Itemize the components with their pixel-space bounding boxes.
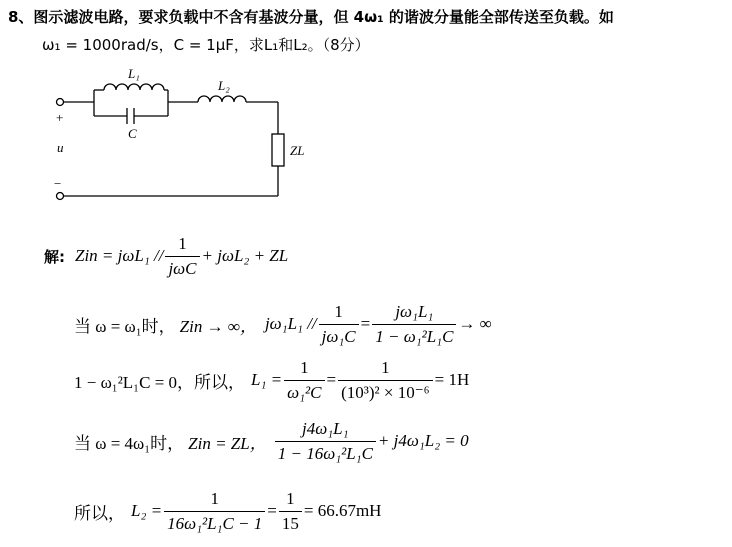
solution-l1-line: 1 − ω₁²L₁C = 0，所以， L₁ = $\frac{1}{\text{ω₁²C}}$ = $\frac{1}{\text{(10³)² × 10⁻⁶}}$ = 1H	[74, 357, 470, 402]
solution-label: 解:	[44, 247, 65, 266]
l2-fraction-2-denominator: 15	[281, 513, 299, 533]
zin-lhs: Zin = jωL₁ //	[75, 246, 164, 265]
l2-fraction-2-numerator: 1	[279, 489, 302, 512]
when2-fraction	[275, 419, 376, 464]
solution-4w-line	[74, 418, 469, 464]
when2-condition: Zin = ZL，	[188, 433, 267, 453]
solution-l2-line: 所以， L₂ = $\frac{1}{\text{16ω₁²L₁C − 1}}$ = $\frac{1}{15}$ = 66.67mH	[74, 488, 382, 533]
when1-condition: Zin → ∞，	[179, 316, 257, 336]
when1-fraction-1-denominator: jω₁C	[321, 326, 356, 346]
label-plus: +	[56, 110, 64, 125]
when1-equals: =	[360, 314, 371, 333]
label-zl: ZL	[290, 143, 305, 158]
when1-fraction-2-denominator: 1 − ω₁²L₁C	[375, 326, 454, 346]
problem-line-1: 8、图示滤波电路，要求负载中不含有基波分量，但 4ω₁ 的谐波分量能全部传送至负载。如	[8, 8, 614, 26]
when2-fraction-numerator: j4ω₁L₁	[275, 419, 376, 442]
input-terminal-top	[57, 99, 64, 106]
l1-result: = 1H	[434, 370, 470, 389]
l1-fraction-1-denominator: ω₁²C	[287, 382, 322, 402]
zin-fraction	[165, 234, 199, 279]
solution-zin-line	[44, 233, 289, 278]
label-c: C	[128, 126, 137, 141]
when1-fraction-1-numerator: 1	[319, 302, 359, 325]
l1-fraction-2-numerator: 1	[338, 358, 433, 381]
when1-tail: → ∞	[458, 314, 492, 333]
when1-prefix: 当 ω = ω₁时，	[74, 316, 176, 336]
inductor-l1	[104, 84, 164, 90]
l1-fraction-1	[284, 358, 324, 403]
when1-fraction-1	[319, 302, 359, 347]
zin-rest: + jωL₂ + ZL	[201, 246, 289, 265]
l2-result: = 66.67mH	[303, 501, 382, 520]
label-l2: L₂	[218, 78, 230, 93]
l2-lhs: L₂ =	[131, 501, 163, 520]
l2-prefix: 所以，	[74, 503, 125, 523]
problem-line-2: ω₁ = 1000rad/s，C = 1μF，求L₁和L₂。（8分）	[42, 36, 370, 54]
l2-fraction-1-denominator: 16ω₁²L₁C − 1	[167, 513, 263, 533]
when1-parallel: jω₁L₁ //	[264, 314, 317, 333]
load-impedance-zl	[272, 134, 284, 166]
zin-fraction-denominator: jωC	[168, 258, 197, 278]
l1-fraction-1-numerator: 1	[284, 358, 324, 381]
when1-fraction-2-numerator: jω₁L₁	[372, 302, 456, 325]
input-terminal-bottom	[57, 193, 64, 200]
when2-rest: + j4ω₁L₂ = 0	[377, 431, 469, 450]
when2-prefix: 当 ω = 4ω₁时，	[74, 433, 185, 453]
label-minus: −	[54, 176, 62, 191]
inductor-l2	[198, 96, 246, 102]
l1-lhs: L₁ =	[251, 370, 283, 389]
l1-fraction-2	[338, 358, 433, 403]
l2-fraction-1-numerator: 1	[164, 489, 265, 512]
l1-fraction-2-denominator: (10³)² × 10⁻⁶	[341, 382, 430, 402]
label-u: u	[57, 140, 64, 155]
l2-fraction-1	[164, 489, 265, 534]
label-l1: L₁	[128, 66, 140, 81]
when2-fraction-denominator: 1 − 16ω₁²L₁C	[277, 443, 373, 463]
solution-resonance-line	[74, 302, 492, 346]
l1-condition: 1 − ω₁²L₁C = 0，所以，	[74, 372, 246, 392]
zin-fraction-numerator: 1	[165, 234, 199, 257]
l2-fraction-2	[279, 489, 302, 534]
when1-fraction-2	[372, 302, 456, 347]
